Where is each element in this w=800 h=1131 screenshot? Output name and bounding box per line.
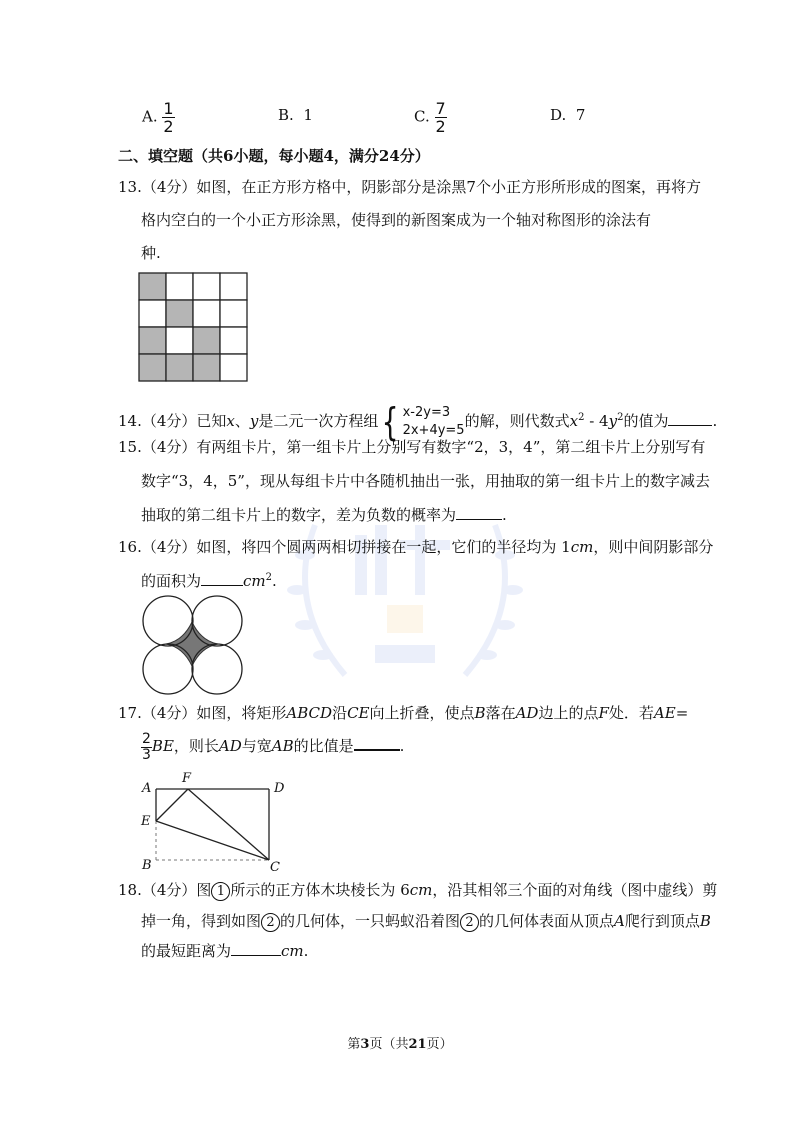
- q13-text: 如图，在正方形方格中，阴影部分是涂黑7个小正方形所形成的图案，再将方: [196, 178, 701, 196]
- grid-cell-shaded: [166, 300, 193, 327]
- q14-number: 14.: [118, 412, 142, 430]
- q13-score: （4分）: [141, 178, 197, 196]
- grid-cell-shaded: [139, 327, 166, 354]
- q14-period: .: [712, 412, 718, 430]
- circle-bottom-right: [192, 644, 242, 694]
- q18-unit: cm: [409, 881, 433, 899]
- q14-text-mid: 是二元一次方程组: [258, 412, 379, 430]
- grid-cell: [220, 327, 247, 354]
- q14-text-after: 的解，则代数式: [464, 412, 570, 430]
- q16-score: （4分）: [141, 538, 197, 556]
- q15-text: 有两组卡片，第一组卡片上分别写有数字“2，3，4”，第二组卡片上分别写有: [196, 438, 706, 456]
- q17-text2-c: 的比值是: [293, 737, 354, 755]
- q18-text3-a: 的最短距离为: [141, 942, 232, 960]
- option-b-value: 1: [303, 106, 313, 124]
- equation-1: x-2y=3: [402, 405, 451, 420]
- q16-unit: cm: [570, 538, 594, 556]
- var-x: x: [226, 412, 235, 430]
- grid-cell: [139, 300, 166, 327]
- q18-text2-d: 爬行到顶点: [624, 912, 700, 930]
- q17-text-b: 沿: [332, 704, 348, 722]
- label-e: E: [141, 814, 151, 829]
- answer-blank[interactable]: [231, 941, 281, 956]
- q17-f: F: [598, 704, 609, 722]
- q17-line2: [141, 728, 404, 764]
- option-a: [142, 100, 175, 135]
- q17-line1: [118, 698, 688, 728]
- q13-line2: 格内空白的一个小正方形涂黑，使得到的新图案成为一个轴对称图形的涂法有: [141, 211, 652, 229]
- q16-line1: [118, 532, 713, 562]
- q17-rectangle-figure: [136, 768, 296, 874]
- q17-text-c: 向上折叠，使点: [369, 704, 475, 722]
- q18-score: （4分）: [141, 881, 197, 899]
- q17-text-a: 如图，将矩形: [196, 704, 287, 722]
- label-f: F: [182, 771, 192, 786]
- grid-cell: [193, 273, 220, 300]
- circled-number: 2: [261, 913, 280, 932]
- frac-num: 1: [163, 99, 174, 118]
- grid-cell: [166, 327, 193, 354]
- q15-line2: 数字“3，4，5”，现从每组卡片中各随机抽出一张，用抽取的第一组卡片上的数字减去: [141, 472, 710, 490]
- footer-total: 21: [408, 1037, 427, 1052]
- frac-den: 3: [142, 746, 151, 763]
- q17-ad2: AD: [218, 737, 242, 755]
- q17-period: .: [399, 737, 405, 755]
- q17-text2-b: 与宽: [241, 737, 272, 755]
- q18-line2: [141, 906, 711, 936]
- left-brace-icon: {: [382, 400, 399, 444]
- grid-cell-shaded: [193, 354, 220, 381]
- answer-blank[interactable]: [456, 505, 502, 520]
- q18-text-b: 所示的正方体木块棱长为 6: [230, 881, 410, 899]
- answer-blank[interactable]: [668, 411, 712, 426]
- q18-text2-b: 的几何体，一只蚂蚁沿着图: [280, 912, 461, 930]
- expr-minus: - 4: [584, 412, 609, 430]
- q13-line3: 种.: [141, 244, 161, 262]
- q16-line2: [141, 563, 277, 596]
- circle-top-right: [192, 596, 242, 646]
- q17-text-f: 处．若: [608, 704, 654, 722]
- circle-bottom-left: [143, 644, 193, 694]
- circle-top-left: [143, 596, 193, 646]
- option-a-label: A.: [142, 107, 158, 126]
- q18-text2-c: 的几何体表面从顶点: [479, 912, 615, 930]
- q17-text2-a: ，则长: [173, 737, 219, 755]
- q14-text-end: 的值为: [623, 412, 669, 430]
- option-a-fraction: [162, 100, 174, 135]
- q15-number: 15.: [118, 438, 142, 456]
- q16-circles-figure: [138, 594, 248, 696]
- q15-score: （4分）: [141, 438, 197, 456]
- frac-den: 2: [163, 117, 174, 136]
- q15-period: .: [502, 506, 507, 524]
- label-b: B: [142, 858, 152, 873]
- q17-ae: AE: [653, 704, 676, 722]
- page-footer: [0, 1030, 800, 1060]
- q17-ab: AB: [271, 737, 294, 755]
- q13-line1: [118, 172, 701, 202]
- q18-text-c: ，沿其相邻三个面的对角线（图中虚线）剪: [432, 881, 718, 899]
- footer-b: 页（共: [369, 1037, 409, 1052]
- option-d: [550, 100, 585, 130]
- option-c-label: C.: [414, 107, 430, 126]
- q18-number: 18.: [118, 881, 142, 899]
- q16-text: 如图，将四个圆两两相切拼接在一起，它们的半径均为 1: [196, 538, 571, 556]
- section-title: 二、填空题（共6小题，每小题4，满分24分）: [118, 147, 430, 165]
- frac-num: 7: [435, 99, 446, 118]
- q13-grid-figure: [138, 272, 250, 384]
- q18-b: B: [699, 912, 711, 930]
- q14-sep: 、: [234, 412, 250, 430]
- answer-blank[interactable]: [201, 571, 243, 586]
- expr-exp1: 2: [578, 412, 585, 423]
- var-y: y: [249, 412, 259, 430]
- q17-eq: =: [675, 704, 689, 722]
- option-c: [414, 100, 447, 135]
- expr-y: y: [608, 412, 618, 430]
- answer-blank[interactable]: [354, 735, 400, 751]
- frac-den: 2: [435, 117, 446, 136]
- q17-fraction: [141, 732, 152, 763]
- equation-2: 2x+4y=5: [402, 423, 465, 438]
- grid-cell: [220, 354, 247, 381]
- q17-number: 17.: [118, 704, 142, 722]
- q14-score: （4分）: [141, 412, 197, 430]
- circled-number: 2: [460, 913, 479, 932]
- q15-line1: [118, 432, 705, 462]
- q17-be: BE: [151, 737, 174, 755]
- q17-b: B: [474, 704, 486, 722]
- q16-unit2: cm: [243, 572, 266, 590]
- footer-a: 第: [347, 1037, 361, 1052]
- grid-cell: [220, 273, 247, 300]
- q15-text3: 抽取的第二组卡片上的数字，差为负数的概率为: [141, 506, 457, 524]
- q18-line1: [118, 875, 717, 905]
- q17-text-d: 落在: [485, 704, 516, 722]
- footer-page: 3: [360, 1037, 370, 1052]
- grid-cell-shaded: [139, 273, 166, 300]
- option-d-label: D.: [550, 106, 567, 124]
- option-b-label: B.: [278, 106, 294, 124]
- q16-text-b: ，则中间阴影部分: [593, 538, 714, 556]
- grid-cell: [193, 300, 220, 327]
- q18-period: .: [303, 942, 309, 960]
- q17-text-e: 边上的点: [538, 704, 599, 722]
- q17-ce: CE: [347, 704, 370, 722]
- footer-c: 页）: [426, 1037, 453, 1052]
- q18-line3: [141, 936, 308, 966]
- label-c: C: [270, 860, 280, 874]
- grid-cell-shaded: [166, 354, 193, 381]
- q14-text: 已知: [196, 412, 227, 430]
- q17-abcd: ABCD: [286, 704, 333, 722]
- q18-text2-a: 掉一角，得到如图: [141, 912, 262, 930]
- grid-cell: [220, 300, 247, 327]
- expr-x: x: [569, 412, 579, 430]
- option-c-fraction: [435, 100, 447, 135]
- q13-number: 13.: [118, 178, 142, 196]
- option-b: [278, 100, 313, 130]
- circled-number: 1: [211, 882, 230, 901]
- q17-score: （4分）: [141, 704, 197, 722]
- q18-unit3: cm: [281, 942, 304, 960]
- grid-cell: [166, 273, 193, 300]
- grid-cell-shaded: [193, 327, 220, 354]
- q16-exp: 2: [265, 572, 273, 583]
- label-d: D: [274, 781, 285, 796]
- q16-text2: 的面积为: [141, 572, 202, 590]
- q18-text-a: 图: [196, 881, 212, 899]
- expr-exp2: 2: [617, 412, 624, 423]
- grid-cell-shaded: [139, 354, 166, 381]
- option-d-value: 7: [575, 106, 586, 124]
- q16-period: .: [272, 572, 277, 590]
- q17-ad: AD: [515, 704, 539, 722]
- q18-a: A: [614, 912, 625, 930]
- q16-number: 16.: [118, 538, 142, 556]
- q15-line3: [141, 500, 507, 530]
- frac-num: 2: [142, 730, 151, 747]
- label-a: A: [142, 781, 152, 796]
